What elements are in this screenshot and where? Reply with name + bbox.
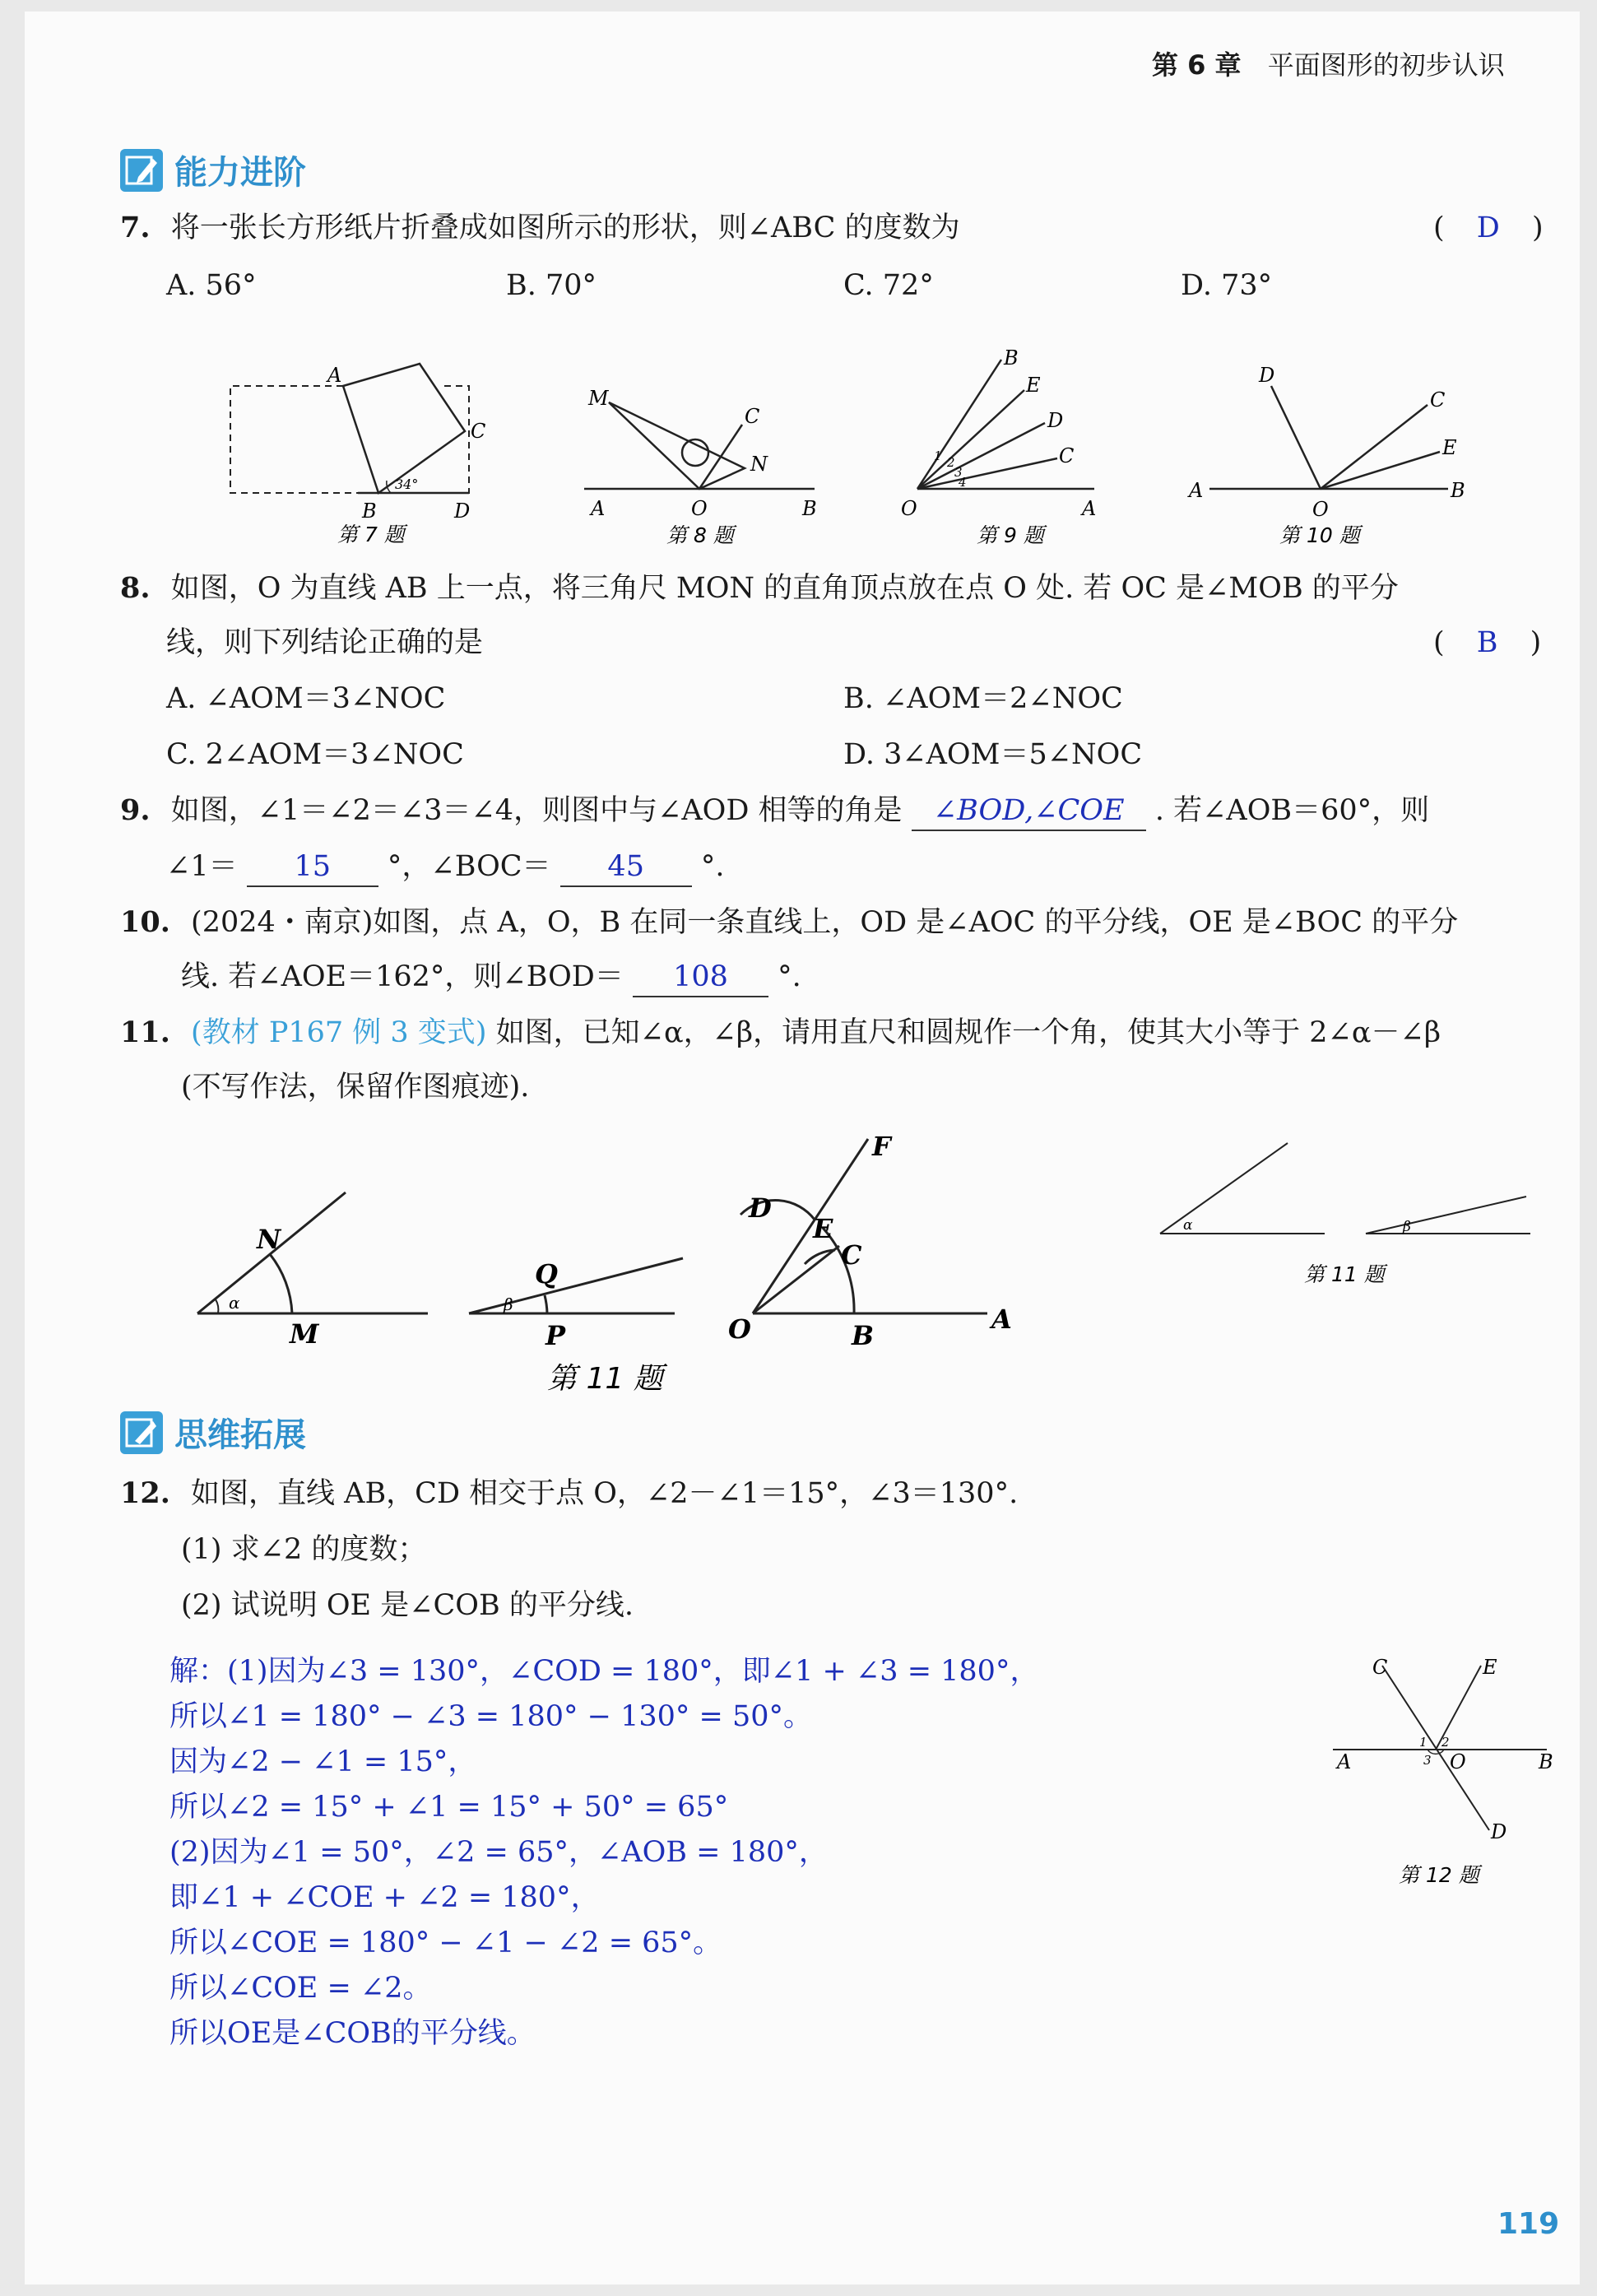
question-text-part5: °. — [700, 850, 725, 883]
label-O: O — [1450, 1750, 1466, 1773]
solution-line: 解：(1)因为∠3 = 130°，∠COD = 180°，即∠1 + ∠3 = 180°， — [169, 1655, 1039, 1688]
solution-line: 所以∠2 = 15° + ∠1 = 15° + 50° = 65° — [169, 1791, 729, 1824]
question-text: 如图，直线 AB，CD 相交于点 O，∠2－∠1＝15°，∠3＝130°. — [191, 1477, 1019, 1510]
label-E: E — [1483, 1656, 1497, 1679]
q8-option-a: A. ∠AOM＝3∠NOC — [166, 682, 446, 715]
solution-line: 所以∠COE = 180° − ∠1 − ∠2 = 65°。 — [169, 1927, 722, 1959]
label-A: A — [1189, 479, 1204, 502]
label-angle: 34° — [395, 476, 419, 492]
angle-1: 1 — [934, 449, 942, 463]
label-M: M — [290, 1318, 319, 1350]
question-number: 9. — [120, 793, 151, 827]
solution-line: 所以∠1 = 180° − ∠3 = 180° − 130° = 50°。 — [169, 1700, 813, 1733]
label-C: C — [1372, 1656, 1388, 1679]
angle-4: 4 — [959, 475, 967, 490]
question-text-line1: 如图，O 为直线 AB 上一点，将三角尺 MON 的直角顶点放在点 O 处. 若 OC 是∠MOB 的平分 — [170, 572, 1399, 605]
q8-answer: B — [1476, 626, 1498, 659]
paren-open: ( — [1433, 626, 1445, 659]
q7-option-c: C. 72° — [843, 269, 934, 302]
label-B: B — [802, 497, 817, 520]
question-text-line2: (不写作法，保留作图痕迹). — [181, 1071, 530, 1104]
label-C: C — [745, 405, 760, 428]
question-number: 12. — [120, 1476, 170, 1510]
q8-option-b: B. ∠AOM＝2∠NOC — [843, 682, 1123, 715]
label-B: B — [852, 1320, 875, 1351]
question-text-line1: 如图，已知∠α，∠β，请用直尺和圆规作一个角，使其大小等于 2∠α－∠β — [495, 1016, 1441, 1049]
label-B: B — [1451, 479, 1465, 502]
q10-answer-blank: 108 — [633, 958, 768, 997]
solution-line: 所以OE是∠COB的平分线。 — [169, 2017, 536, 2050]
section-title-advanced: 能力进阶 — [174, 154, 306, 192]
angle-2: 2 — [1441, 1735, 1450, 1750]
pencil-icon — [120, 149, 163, 192]
figure-11-construction — [165, 1122, 1037, 1402]
question-9 — [120, 792, 1429, 831]
caption-7: 第 7 题 — [337, 523, 405, 546]
question-10-line2 — [181, 958, 801, 997]
angle-3: 3 — [954, 465, 963, 480]
question-10 — [120, 904, 1458, 941]
q12-solution — [169, 1649, 1038, 2057]
paren-close: ) — [1530, 626, 1542, 659]
label-P: P — [545, 1320, 566, 1351]
caption-11-construction: 第 11 题 — [547, 1362, 663, 1396]
rocket-icon — [120, 1411, 163, 1454]
label-C: C — [1059, 444, 1075, 467]
label-A: A — [327, 364, 342, 387]
question-number: 11. — [120, 1016, 170, 1049]
q7-answer: D — [1476, 211, 1500, 244]
caption-9: 第 9 题 — [977, 523, 1044, 546]
section-extend — [120, 1409, 306, 1456]
angle-3: 3 — [1423, 1753, 1432, 1768]
question-sub-2: (2) 试说明 OE 是∠COB 的平分线. — [181, 1589, 634, 1622]
question-7 — [120, 209, 960, 247]
label-A: A — [591, 497, 606, 520]
label-A: A — [991, 1304, 1012, 1335]
figure-9 — [884, 345, 1131, 546]
label-C: C — [841, 1239, 862, 1271]
label-D: D — [1259, 364, 1275, 387]
figure-11-given — [1152, 1122, 1563, 1304]
label-D: D — [1047, 409, 1064, 432]
chapter-number: 第 6 章 — [1152, 49, 1242, 81]
label-beta: β — [504, 1294, 513, 1314]
label-Q: Q — [535, 1258, 558, 1290]
question-12 — [120, 1475, 1018, 1513]
question-text-part2: . 若∠AOB＝60°，则 — [1154, 794, 1430, 827]
figure-8 — [568, 374, 831, 546]
label-E: E — [1026, 374, 1041, 397]
question-text: 将一张长方形纸片折叠成如图所示的形状，则∠ABC 的度数为 — [170, 211, 960, 244]
label-D: D — [1491, 1820, 1507, 1843]
label-alpha: α — [229, 1293, 240, 1313]
q9-answer-blank-3: 45 — [560, 848, 692, 887]
question-text-part1: 线. 若∠AOE＝162°，则∠BOD＝ — [181, 960, 624, 993]
chapter-title: 平面图形的初步认识 — [1267, 49, 1505, 81]
question-number: 8. — [120, 571, 151, 605]
q8-option-c: C. 2∠AOM＝3∠NOC — [166, 738, 464, 771]
label-A: A — [1082, 497, 1097, 520]
label-O: O — [728, 1313, 751, 1345]
figure-7 — [222, 349, 518, 546]
question-text-part4: °，∠BOC＝ — [387, 850, 551, 883]
label-D: D — [454, 500, 471, 523]
label-E: E — [1442, 436, 1457, 459]
paren-close: ) — [1532, 211, 1544, 244]
q9-answer-blank-1: ∠BOD,∠COE — [912, 792, 1146, 831]
question-8 — [120, 569, 1399, 607]
question-text-part1: 如图，∠1＝∠2＝∠3＝∠4，则图中与∠AOD 相等的角是 — [170, 794, 903, 827]
q8-option-d: D. 3∠AOM＝5∠NOC — [843, 738, 1143, 771]
label-O: O — [901, 497, 917, 520]
figure-10 — [1181, 357, 1493, 546]
caption-8: 第 8 题 — [666, 523, 734, 546]
paren-open: ( — [1433, 211, 1445, 244]
label-D: D — [749, 1192, 772, 1224]
q7-option-d: D. 73° — [1181, 269, 1273, 302]
q8-answer-paren — [1433, 624, 1541, 662]
label-A: A — [1337, 1750, 1352, 1773]
label-beta: β — [1403, 1219, 1411, 1235]
caption-10: 第 10 题 — [1279, 523, 1360, 546]
question-text-line2: 线，则下列结论正确的是 — [166, 626, 484, 659]
caption-11-given: 第 11 题 — [1304, 1262, 1385, 1286]
section-title-extend: 思维拓展 — [174, 1416, 306, 1454]
q7-option-b: B. 70° — [506, 269, 597, 302]
label-alpha: α — [1183, 1217, 1193, 1234]
label-N: N — [257, 1224, 281, 1255]
angle-1: 1 — [1419, 1735, 1428, 1750]
question-number: 10. — [120, 905, 170, 939]
q9-answer-blank-2: 15 — [247, 848, 378, 887]
label-M: M — [588, 387, 609, 410]
label-B: B — [1004, 346, 1019, 369]
q7-answer-paren — [1433, 209, 1544, 247]
solution-line: (2)因为∠1 = 50°，∠2 = 65°，∠AOB = 180°， — [169, 1836, 828, 1869]
label-C: C — [471, 420, 486, 443]
label-O: O — [691, 497, 708, 520]
q7-option-a: A. 56° — [166, 269, 257, 302]
solution-line: 所以∠COE = ∠2。 — [169, 1972, 432, 2005]
label-N: N — [750, 453, 768, 476]
label-F: F — [872, 1131, 891, 1162]
chapter-header — [1152, 46, 1505, 84]
solution-line: 因为∠2 − ∠1 = 15°， — [169, 1745, 477, 1778]
question-9-line2 — [166, 848, 724, 887]
label-E: E — [813, 1213, 833, 1244]
question-source: (教材 P167 例 3 变式) — [191, 1016, 487, 1049]
label-B: B — [362, 500, 377, 523]
question-number: 7. — [120, 211, 151, 244]
label-O: O — [1312, 498, 1329, 521]
textbook-page — [25, 12, 1580, 2284]
question-text-part2: °. — [778, 960, 801, 993]
question-text-line1: (2024・南京)如图，点 A，O，B 在同一条直线上，OD 是∠AOC 的平分线，OE 是∠BOC 的平分 — [191, 906, 1459, 939]
figure-12 — [1308, 1649, 1571, 1888]
question-sub-1: (1) 求∠2 的度数； — [181, 1533, 427, 1566]
label-B: B — [1539, 1750, 1553, 1773]
solution-line: 即∠1 + ∠COE + ∠2 = 180°， — [169, 1881, 600, 1914]
angle-2: 2 — [947, 455, 955, 470]
question-text-part3: ∠1＝ — [166, 850, 238, 883]
caption-12: 第 12 题 — [1399, 1863, 1479, 1887]
section-advanced — [120, 146, 306, 193]
page-number: 119 — [1497, 2207, 1560, 2241]
label-C: C — [1430, 388, 1446, 411]
question-11 — [120, 1014, 1441, 1052]
